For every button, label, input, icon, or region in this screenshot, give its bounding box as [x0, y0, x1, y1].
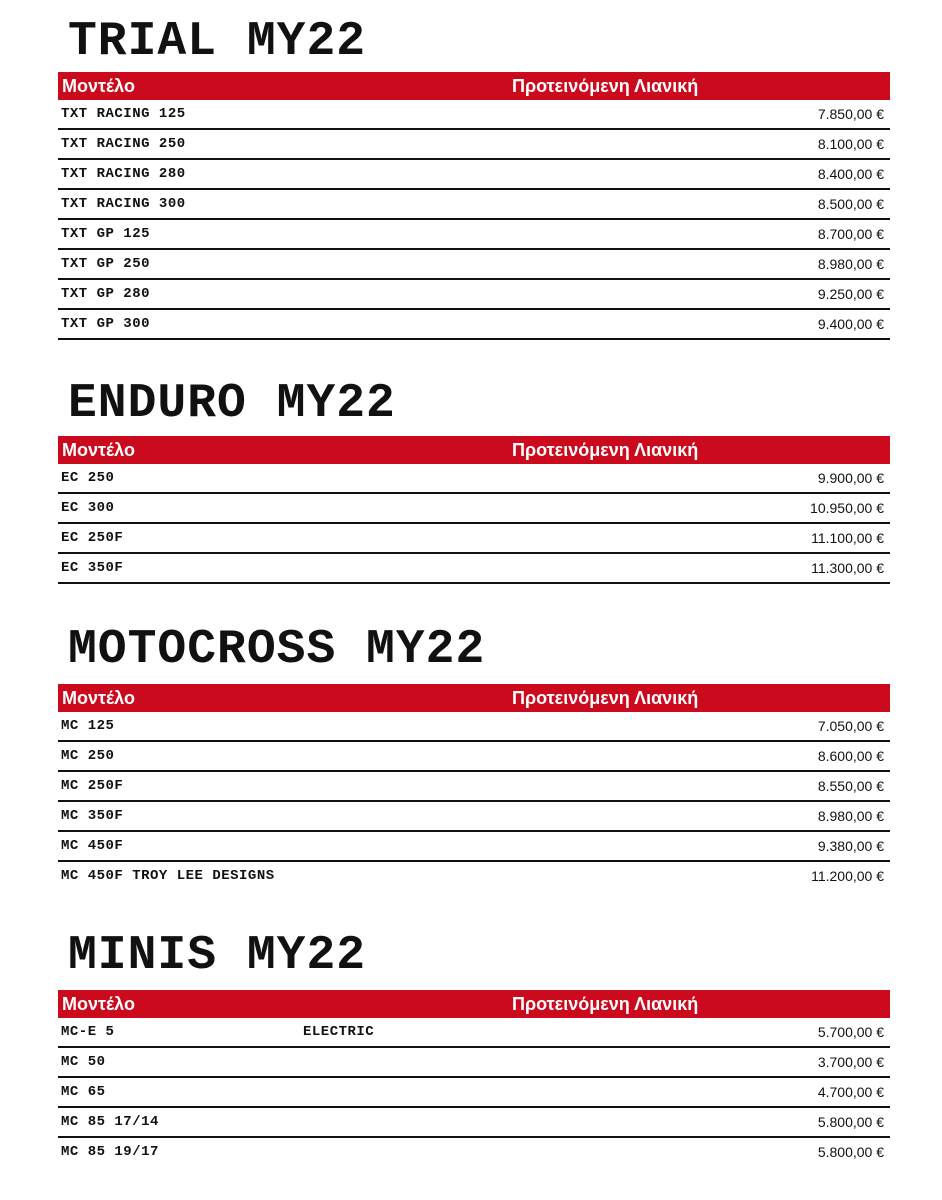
- model-name: MC 450F TROY LEE DESIGNS: [61, 868, 275, 884]
- header-model: Μοντέλο: [62, 687, 135, 708]
- table-row: [58, 494, 890, 524]
- model-name: MC 65: [61, 1084, 106, 1100]
- table-row: [58, 310, 890, 340]
- price: 11.300,00 €: [811, 560, 884, 576]
- price: 8.980,00 €: [817, 808, 884, 824]
- price: 10.950,00 €: [810, 500, 884, 516]
- table-row: [58, 130, 890, 160]
- model-name: TXT GP 125: [61, 226, 151, 242]
- model-name: TXT RACING 125: [61, 106, 186, 122]
- table-row: [58, 1018, 890, 1048]
- header-price: Προτεινόμενη Λιανική: [512, 687, 699, 708]
- price: 11.200,00 €: [811, 868, 884, 884]
- model-name: MC 85 17/14: [61, 1114, 159, 1130]
- price: 5.800,00 €: [817, 1114, 884, 1130]
- section-title: MINIS MY22: [68, 929, 367, 983]
- model-name: EC 250: [61, 470, 115, 486]
- model-name: TXT RACING 280: [61, 166, 186, 182]
- price: 9.400,00 €: [817, 316, 884, 332]
- price: 5.800,00 €: [817, 1144, 884, 1160]
- model-name: EC 300: [61, 500, 115, 516]
- model-name: EC 250F: [61, 530, 124, 546]
- section-enduro: [58, 376, 890, 584]
- model-name: MC 85 19/17: [61, 1144, 159, 1160]
- price: 7.850,00 €: [817, 106, 884, 122]
- table-row: [58, 160, 890, 190]
- table-row: [58, 1048, 890, 1078]
- header-price: Προτεινόμενη Λιανική: [512, 439, 699, 460]
- table-row: [58, 772, 890, 802]
- header-model: Μοντέλο: [62, 439, 135, 460]
- model-name: TXT RACING 250: [61, 136, 186, 152]
- price: 11.100,00 €: [811, 530, 884, 546]
- table-row: [58, 464, 890, 494]
- table-header: [58, 684, 890, 712]
- header-price: Προτεινόμενη Λιανική: [512, 75, 699, 96]
- model-name: MC 125: [61, 718, 115, 734]
- table-row: [58, 190, 890, 220]
- header-model: Μοντέλο: [62, 75, 135, 96]
- table-row: [58, 1108, 890, 1138]
- model-name: TXT GP 280: [61, 286, 151, 302]
- price: 8.400,00 €: [817, 166, 884, 182]
- price: 9.380,00 €: [817, 838, 884, 854]
- table-row: [58, 250, 890, 280]
- price: 3.700,00 €: [817, 1054, 884, 1070]
- header-model: Μοντέλο: [62, 993, 135, 1014]
- table-row: [58, 554, 890, 584]
- model-name: MC 250: [61, 748, 115, 764]
- section-motocross: [58, 622, 890, 890]
- section-trial: [58, 14, 890, 340]
- table-row: [58, 100, 890, 130]
- table-row: [58, 1078, 890, 1108]
- price: 8.100,00 €: [817, 136, 884, 152]
- table-row: [58, 524, 890, 554]
- price: 9.250,00 €: [817, 286, 884, 302]
- section-title: TRIAL MY22: [68, 15, 367, 69]
- price: 8.600,00 €: [817, 748, 884, 764]
- section-title: MOTOCROSS MY22: [68, 623, 486, 677]
- table-row: [58, 742, 890, 772]
- model-name: EC 350F: [61, 560, 124, 576]
- table-row: [58, 802, 890, 832]
- model-name: TXT GP 250: [61, 256, 151, 272]
- model-note: ELECTRIC: [303, 1024, 375, 1040]
- price: 9.900,00 €: [817, 470, 884, 486]
- price: 8.700,00 €: [817, 226, 884, 242]
- model-name: MC 50: [61, 1054, 106, 1070]
- model-name: MC-E 5: [61, 1024, 115, 1040]
- model-name: MC 250F: [61, 778, 124, 794]
- model-name: TXT RACING 300: [61, 196, 186, 212]
- table-header: [58, 436, 890, 464]
- table-row: [58, 280, 890, 310]
- table-row: [58, 1138, 890, 1166]
- section-minis: [58, 928, 890, 1166]
- model-name: MC 450F: [61, 838, 124, 854]
- price: 4.700,00 €: [817, 1084, 884, 1100]
- price: 8.550,00 €: [817, 778, 884, 794]
- table-header: [58, 990, 890, 1018]
- price: 5.700,00 €: [817, 1024, 884, 1040]
- price: 8.980,00 €: [817, 256, 884, 272]
- header-price: Προτεινόμενη Λιανική: [512, 993, 699, 1014]
- table-row: [58, 712, 890, 742]
- model-name: TXT GP 300: [61, 316, 151, 332]
- price: 7.050,00 €: [817, 718, 884, 734]
- table-row: [58, 862, 890, 890]
- table-header: [58, 72, 890, 100]
- price: 8.500,00 €: [817, 196, 884, 212]
- section-title: ENDURO MY22: [68, 377, 396, 431]
- table-row: [58, 220, 890, 250]
- model-name: MC 350F: [61, 808, 124, 824]
- table-row: [58, 832, 890, 862]
